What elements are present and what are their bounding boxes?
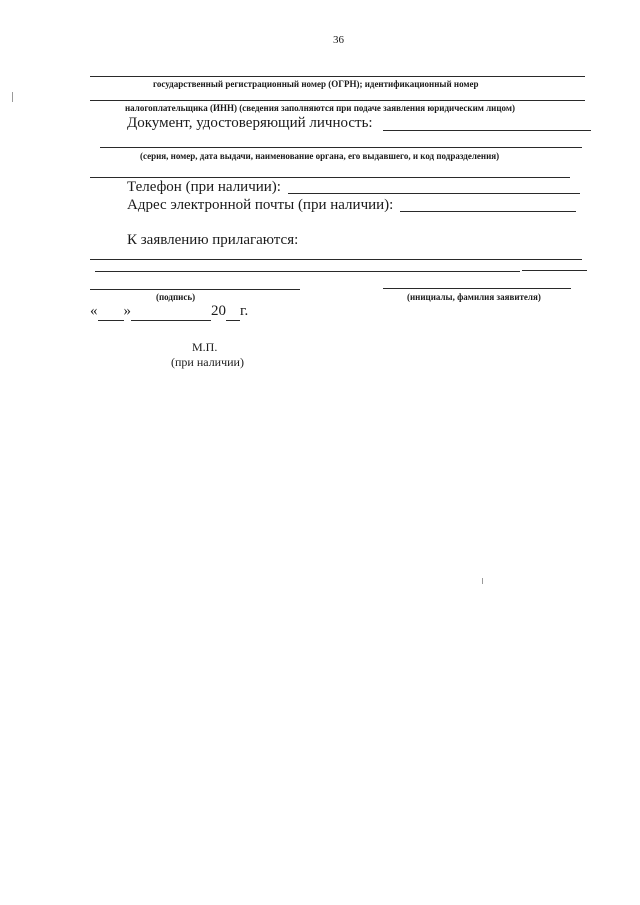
date-year-prefix: 20 xyxy=(211,303,226,319)
date-month-blank xyxy=(131,303,211,321)
document-caption: (серия, номер, дата выдачи, наименование органа, его выдавшего, и код подразделения) xyxy=(140,151,500,161)
scan-artifact xyxy=(482,578,483,584)
attachments-fill-line-1 xyxy=(90,259,582,260)
date-year-blank xyxy=(226,303,240,321)
stamp-label: М.П. xyxy=(192,340,218,354)
scan-artifact xyxy=(12,92,13,102)
attachments-label: К заявлению прилагаются: xyxy=(127,232,299,248)
date-open-quote: « xyxy=(90,303,98,319)
ogrn-caption: государственный регистрационный номер (ОГРН); идентификационный номер xyxy=(153,79,479,89)
attachments-fill-line-2 xyxy=(95,271,520,272)
name-fill-line xyxy=(383,288,571,289)
document-fill-line-3 xyxy=(90,177,570,178)
email-fill-line xyxy=(400,211,576,212)
date-day-blank xyxy=(98,303,124,321)
name-caption: (инициалы, фамилия заявителя) xyxy=(407,292,541,302)
ogrn-fill-line xyxy=(90,76,585,77)
inn-fill-line xyxy=(90,100,585,101)
document-fill-line xyxy=(383,130,591,131)
attachments-fill-line-2b xyxy=(522,270,587,271)
phone-fill-line xyxy=(288,193,580,194)
document-fill-line-2 xyxy=(100,147,582,148)
signature-caption: (подпись) xyxy=(156,292,196,302)
inn-caption: налогоплательщика (ИНН) (сведения заполняются при подаче заявления юридическим лицом) xyxy=(125,103,516,113)
date-close-quote: » xyxy=(123,303,131,319)
date-line xyxy=(90,303,248,321)
document-label: Документ, удостоверяющий личность: xyxy=(127,115,373,131)
date-year-suffix: г. xyxy=(240,303,249,319)
email-label: Адрес электронной почты (при наличии): xyxy=(127,197,394,213)
page-number: 36 xyxy=(333,34,344,46)
signature-fill-line xyxy=(90,289,300,290)
phone-label: Телефон (при наличии): xyxy=(127,179,281,195)
stamp-note: (при наличии) xyxy=(171,355,244,369)
